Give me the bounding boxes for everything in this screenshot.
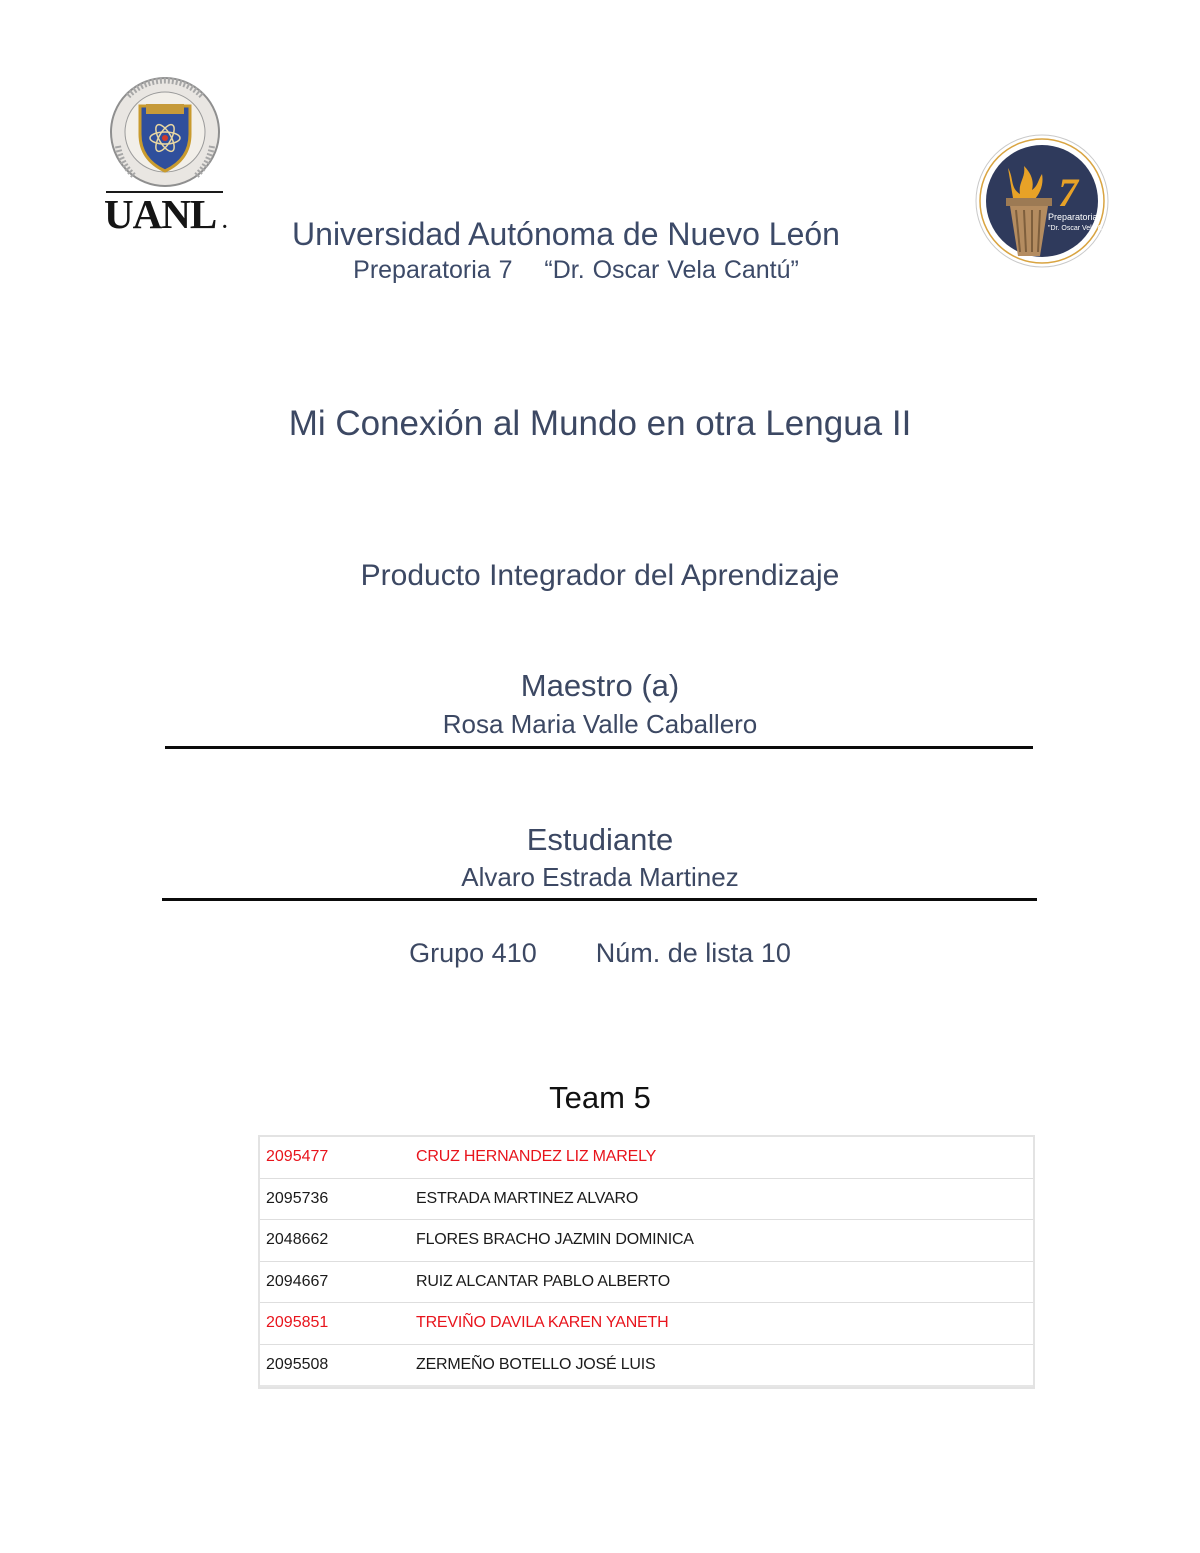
table-row bbox=[260, 1345, 1033, 1388]
student-id: 2095477 bbox=[266, 1148, 329, 1166]
student-label: Estudiante bbox=[526, 822, 674, 857]
seal-number: 7 bbox=[1058, 170, 1078, 215]
student-id: 2095851 bbox=[266, 1314, 329, 1332]
uanl-shield-icon bbox=[104, 76, 234, 191]
student-fullname: FLORES BRACHO JAZMIN DOMINICA bbox=[416, 1231, 694, 1249]
group-info bbox=[0, 938, 1200, 969]
student-fullname: ESTRADA MARTINEZ ALVARO bbox=[416, 1189, 639, 1207]
table-row bbox=[260, 1179, 1033, 1221]
student-fullname: ZERMEÑO BOTELLO JOSÉ LUIS bbox=[416, 1355, 656, 1373]
student-id: 2094667 bbox=[266, 1272, 329, 1290]
student-rule bbox=[162, 898, 1037, 901]
prepa-name: Preparatoria 7 bbox=[353, 256, 513, 284]
teacher-label: Maestro (a) bbox=[520, 668, 680, 703]
table-row bbox=[260, 1303, 1033, 1345]
student-fullname: RUIZ ALCANTAR PABLO ALBERTO bbox=[416, 1272, 670, 1290]
course-title: Mi Conexión al Mundo en otra Lengua II bbox=[288, 404, 912, 443]
prepa-subtitle bbox=[256, 256, 896, 285]
seal-honoree: "Dr. Oscar Vela Cantú" bbox=[1048, 225, 1118, 232]
list-number-label: Núm. de lista 10 bbox=[595, 938, 791, 968]
table-row bbox=[260, 1137, 1033, 1179]
prepa-honoree: “Dr. Oscar Vela Cantú” bbox=[544, 256, 799, 284]
student-fullname: CRUZ HERNANDEZ LIZ MARELY bbox=[416, 1148, 657, 1166]
student-fullname: TREVIÑO DAVILA KAREN YANETH bbox=[416, 1314, 669, 1332]
student-id: 2095508 bbox=[266, 1355, 329, 1373]
seal-label: Preparatoria bbox=[1048, 212, 1098, 222]
prepa7-seal bbox=[962, 134, 1118, 268]
table-row bbox=[260, 1220, 1033, 1262]
product-title: Producto Integrador del Aprendizaje bbox=[360, 559, 840, 592]
torch-seal-icon bbox=[962, 134, 1118, 268]
student-id: 2048662 bbox=[266, 1231, 329, 1249]
team-title: Team 5 bbox=[549, 1080, 651, 1115]
table-row bbox=[260, 1262, 1033, 1304]
student-id: 2095736 bbox=[266, 1189, 329, 1207]
teacher-name: Rosa Maria Valle Caballero bbox=[442, 709, 758, 739]
student-name: Alvaro Estrada Martinez bbox=[461, 862, 739, 892]
teacher-rule bbox=[165, 746, 1033, 749]
uanl-wordmark: UANL . bbox=[104, 191, 227, 237]
group-label: Grupo 410 bbox=[409, 938, 537, 968]
team-table bbox=[258, 1135, 1035, 1389]
university-title: Universidad Autónoma de Nuevo León bbox=[292, 216, 840, 252]
